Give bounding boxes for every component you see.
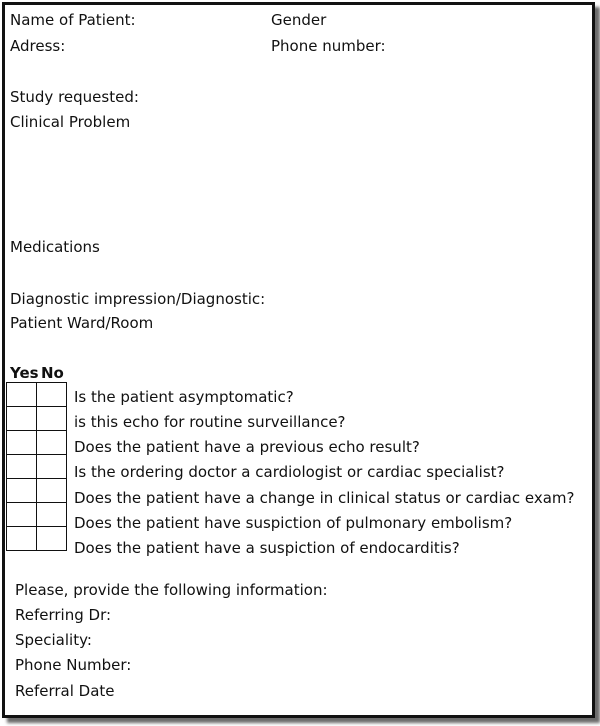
question-routine-surveillance: is this echo for routine surveillance? [74,413,346,431]
question-pulmonary-embolism: Does the patient have suspiction of pulmonary embolism? [74,514,513,532]
diagnostic-impression-label: Diagnostic impression/Diagnostic: [10,290,266,308]
referral-date-label: Referral Date [15,682,115,700]
checklist-row [7,455,67,479]
address-label: Adress: [10,37,66,55]
checklist-row [7,527,67,551]
clinical-problem-label: Clinical Problem [10,113,131,131]
checklist-row [7,383,67,407]
yes-checkbox[interactable] [7,383,37,407]
no-checkbox[interactable] [37,455,67,479]
no-column-header: No [41,364,64,382]
yes-checkbox[interactable] [7,527,37,551]
referral-intro: Please, provide the following information: [15,581,328,599]
no-checkbox[interactable] [37,479,67,503]
patient-name-label: Name of Patient: [10,11,136,29]
yes-checkbox[interactable] [7,503,37,527]
no-checkbox[interactable] [37,527,67,551]
checklist-row [7,503,67,527]
question-clinical-change: Does the patient have a change in clinical status or cardiac exam? [74,489,575,507]
question-endocarditis: Does the patient have a suspiction of endocarditis? [74,539,460,557]
yes-column-header: Yes [10,364,39,382]
referral-phone-label: Phone Number: [15,656,132,674]
yes-checkbox[interactable] [7,407,37,431]
yes-checkbox[interactable] [7,431,37,455]
question-previous-echo: Does the patient have a previous echo result? [74,438,420,456]
no-checkbox[interactable] [37,431,67,455]
no-checkbox[interactable] [37,503,67,527]
patient-ward-label: Patient Ward/Room [10,314,154,332]
no-checkbox[interactable] [37,383,67,407]
question-asymptomatic: Is the patient asymptomatic? [74,388,294,406]
question-ordering-doctor: Is the ordering doctor a cardiologist or cardiac specialist? [74,463,505,481]
yes-checkbox[interactable] [7,479,37,503]
referring-dr-label: Referring Dr: [15,606,112,624]
speciality-label: Speciality: [15,631,92,649]
checklist-row [7,479,67,503]
yes-checkbox[interactable] [7,455,37,479]
medications-label: Medications [10,238,100,256]
checkbox-grid [6,382,67,551]
gender-label: Gender [271,11,327,29]
phone-number-label: Phone number: [271,37,386,55]
study-requested-label: Study requested: [10,88,139,106]
checklist-row [7,431,67,455]
no-checkbox[interactable] [37,407,67,431]
checklist-row [7,407,67,431]
